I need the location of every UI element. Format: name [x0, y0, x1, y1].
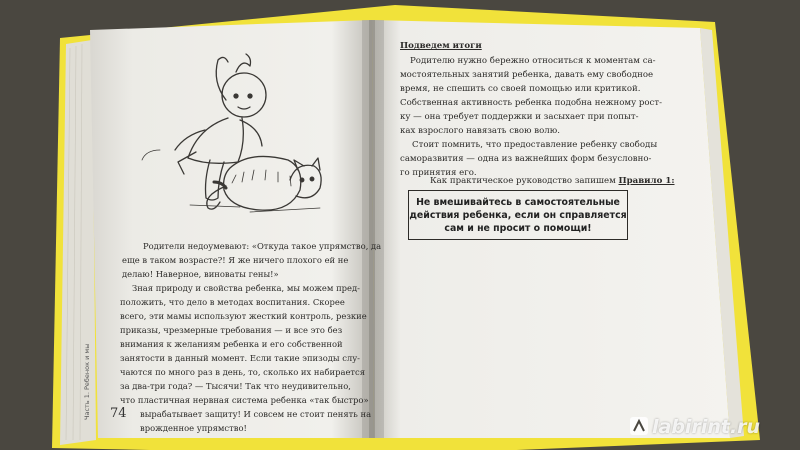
section-heading: Подведем итоги — [400, 41, 482, 51]
left-line: Зная природу и свойства ребенка, мы можем пред- — [132, 283, 360, 293]
rule-text-line: сам и не просит о помощи! — [444, 223, 592, 234]
rule-text-line: Не вмешивайтесь в самостоятельные — [416, 197, 620, 208]
left-line: положить, что дело в методах воспитания. Скорее — [120, 297, 345, 307]
right-line: Стоит помнить, что предоставление ребенку свободы — [412, 140, 658, 150]
section-side-tab — [83, 300, 97, 420]
rule-intro: Как практическое руководство запишем — [430, 176, 616, 186]
rule-intro-line — [430, 175, 675, 189]
left-line: Родители недоумевают: «Откуда такое упрямство, да — [143, 241, 382, 251]
left-line: всего, эти мамы используют жесткий контроль, резкие — [120, 311, 367, 321]
right-line: го принятия его. — [400, 168, 477, 178]
right-line: ках взрослого навязать свою волю. — [400, 126, 560, 136]
left-line: приказы, чрезмерные требования — и все это без — [120, 325, 343, 335]
right-line: время, не спешить со своей помощью или критикой. — [400, 84, 641, 94]
left-line: делаю! Наверное, виноваты гены!» — [122, 269, 279, 279]
right-line: ку — она требует поддержки и засыхает при попыт- — [400, 112, 639, 122]
left-line: еще в таком возрасте?! Я же ничего плохого ей не — [122, 255, 349, 265]
section-side-tab-label: Часть 1. Ребенок и мы — [83, 343, 91, 420]
left-line: вырабатывает защиту! И совсем не стоит пенять на — [140, 409, 372, 419]
left-line: за два-три года? — Тысячи! Так что неудивительно, — [120, 381, 351, 391]
left-line: внимания к желаниям ребенка и его собственной — [120, 339, 343, 349]
left-line: занятости в данный момент. Если такие эпизоды слу- — [120, 353, 360, 363]
rule-label: Правило 1: — [618, 176, 675, 186]
left-line: чаются по много раз в день, то, сколько их набирается — [120, 367, 366, 377]
rule-box — [408, 190, 628, 240]
right-line: мостоятельных занятий ребенка, давать ему свободное — [400, 70, 654, 80]
rule-text-line: действия ребенка, если он справляется — [409, 210, 627, 221]
watermark-badge — [630, 417, 648, 435]
right-line: саморазвития — одна из важнейших форм безусловно- — [400, 154, 652, 164]
right-line: Собственная активность ребенка подобна нежному рост- — [400, 98, 663, 108]
left-line: врожденное упрямство! — [140, 423, 247, 433]
right-line: Родителю нужно бережно относиться к моментам са- — [410, 56, 656, 66]
left-line: что пластичная нервная система ребенка «так быстро» — [120, 395, 369, 405]
watermark-text: labirint.ru — [652, 416, 761, 438]
page-number: 74 — [110, 406, 127, 421]
